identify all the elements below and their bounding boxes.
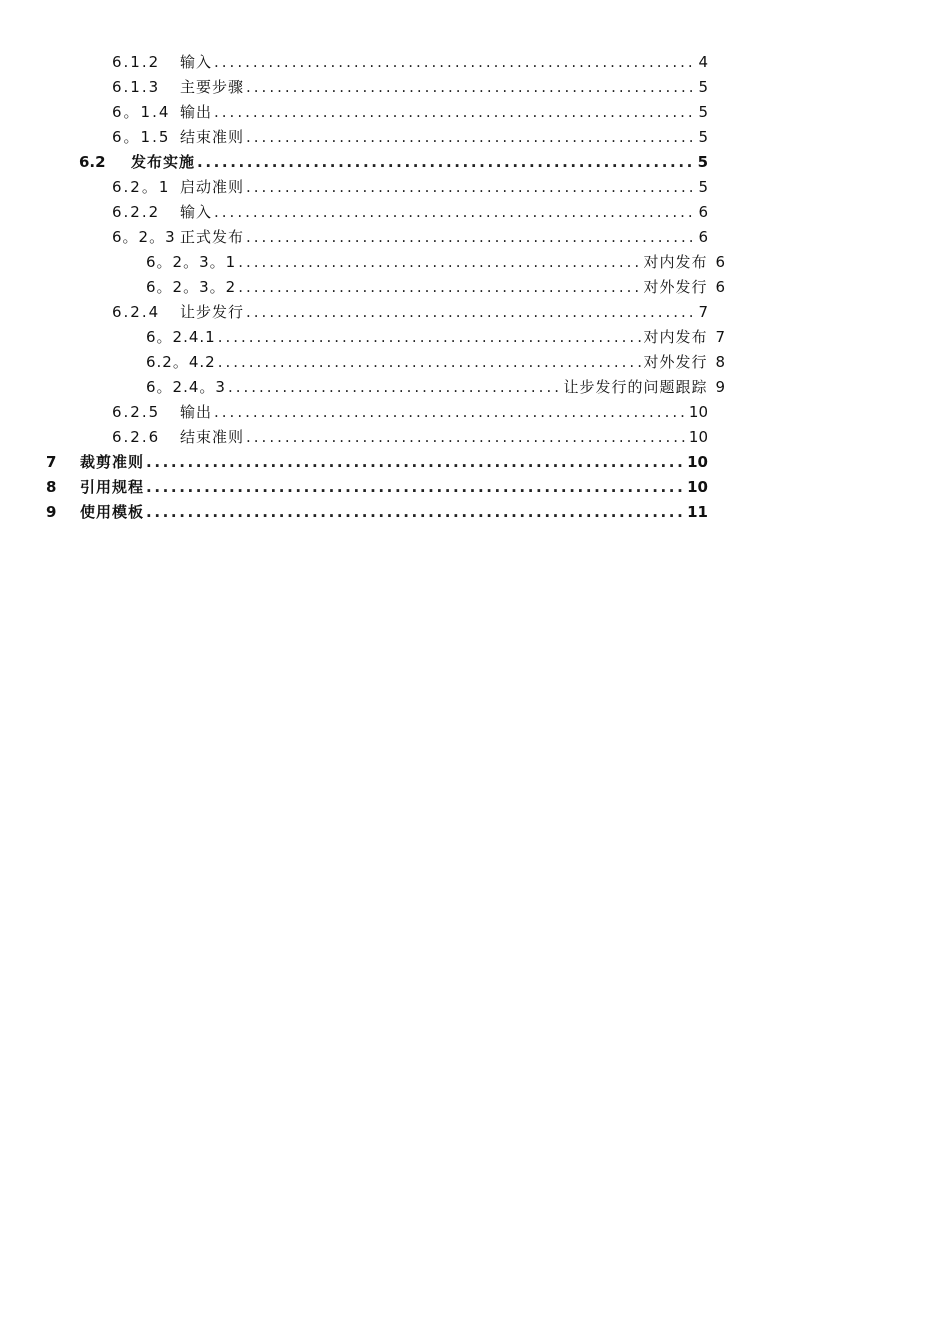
- toc-entry-title: 让步发行的问题跟踪: [563, 378, 708, 396]
- dot-leader: [214, 101, 696, 123]
- toc-entry-page: 11: [687, 503, 708, 521]
- toc-entry-title: 对外发行: [643, 353, 708, 371]
- toc-entry-number: 6。2。3: [112, 228, 176, 246]
- toc-entry-number: 6。2。3。1: [146, 253, 237, 271]
- toc-entry-number: 6。2.4.1: [146, 328, 216, 346]
- toc-entry-page: 5: [697, 153, 708, 171]
- toc-entry-6-1-2[interactable]: [112, 51, 708, 73]
- toc-entry-6-2-4-3[interactable]: [146, 376, 725, 398]
- toc-entry-number: 6.2.2: [112, 203, 161, 221]
- toc-entry-title: 对外发行: [643, 278, 708, 296]
- toc-entry-title: 主要步骤: [180, 78, 245, 96]
- toc-entry-title: 对内发布: [643, 253, 708, 271]
- dot-leader: [214, 51, 696, 73]
- toc-entry-6-2-6[interactable]: [112, 426, 708, 448]
- toc-entry-page: 4: [698, 53, 708, 71]
- toc-entry-number: 6.2.4: [112, 303, 161, 321]
- toc-entry-page: 10: [687, 478, 708, 496]
- toc-entry-6-1-3[interactable]: [112, 76, 708, 98]
- dot-leader: [214, 201, 696, 223]
- toc-entry-8[interactable]: [46, 476, 708, 498]
- toc-entry-title: 让步发行: [180, 303, 245, 321]
- toc-entry-number: 6.2.6: [112, 428, 161, 446]
- toc-entry-page: 6: [698, 228, 708, 246]
- toc-entry-number: 6.2。1: [112, 178, 171, 196]
- toc-entry-number: 6.1.3: [112, 78, 161, 96]
- dot-leader: [246, 426, 687, 448]
- toc-entry-page: 10: [687, 453, 708, 471]
- toc-entry-page: 5: [698, 78, 708, 96]
- dot-leader: [228, 376, 561, 398]
- toc-entry-6-2-3[interactable]: [112, 226, 708, 248]
- toc-entry-page: 7: [715, 328, 725, 346]
- toc-entry-title: 结束准则: [180, 428, 245, 446]
- toc-entry-7[interactable]: [46, 451, 708, 473]
- toc-entry-6-2-3-2[interactable]: [146, 276, 725, 298]
- toc-entry-9[interactable]: [46, 501, 708, 523]
- dot-leader: [146, 501, 685, 523]
- toc-entry-number: 8: [46, 478, 57, 496]
- toc-entry-page: 9: [715, 378, 725, 396]
- toc-entry-6-2-4-1[interactable]: [146, 326, 725, 348]
- dot-leader: [238, 251, 641, 273]
- dot-leader: [246, 126, 696, 148]
- toc-entry-number: 6.2: [79, 153, 106, 171]
- toc-entry-6-2-4[interactable]: [112, 301, 708, 323]
- toc-entry-number: 7: [46, 453, 57, 471]
- toc-entry-title: 启动准则: [180, 178, 245, 196]
- toc-entry-6-2[interactable]: [79, 151, 708, 173]
- toc-entry-number: 6。1.5: [112, 128, 171, 146]
- dot-leader: [146, 451, 685, 473]
- toc-entry-title: 输入: [180, 203, 213, 221]
- toc-entry-title: 正式发布: [180, 228, 245, 246]
- toc-entry-title: 输入: [180, 53, 213, 71]
- toc-entry-6-2-1[interactable]: [112, 176, 708, 198]
- dot-leader: [246, 226, 696, 248]
- toc-entry-6-2-3-1[interactable]: [146, 251, 725, 273]
- dot-leader: [218, 326, 642, 348]
- toc-entry-number: 6。2.4。3: [146, 378, 226, 396]
- dot-leader: [238, 276, 641, 298]
- dot-leader: [246, 76, 696, 98]
- toc-entry-page: 8: [715, 353, 725, 371]
- toc-entry-page: 6: [715, 253, 725, 271]
- toc-entry-title: 引用规程: [80, 478, 145, 496]
- toc-entry-page: 6: [715, 278, 725, 296]
- toc-entry-number: 6。2。3。2: [146, 278, 237, 296]
- toc-entry-page: 5: [698, 178, 708, 196]
- toc-entry-number: 6.2。4.2: [146, 353, 216, 371]
- toc-entry-6-2-4-2[interactable]: [146, 351, 725, 373]
- toc-entry-title: 输出: [180, 103, 213, 121]
- toc-entry-title: 发布实施: [131, 153, 196, 171]
- toc-entry-6-2-5[interactable]: [112, 401, 708, 423]
- toc-entry-page: 10: [688, 403, 708, 421]
- toc-entry-number: 6.2.5: [112, 403, 161, 421]
- toc-entry-number: 6。1.4: [112, 103, 171, 121]
- dot-leader: [246, 301, 696, 323]
- toc-entry-number: 9: [46, 503, 57, 521]
- toc-entry-page: 6: [698, 203, 708, 221]
- toc-entry-page: 7: [698, 303, 708, 321]
- toc-entry-title: 裁剪准则: [80, 453, 145, 471]
- toc-entry-title: 使用模板: [80, 503, 145, 521]
- toc-entry-page: 10: [688, 428, 708, 446]
- toc-entry-title: 结束准则: [180, 128, 245, 146]
- dot-leader: [218, 351, 642, 373]
- dot-leader: [146, 476, 685, 498]
- toc-entry-title: 输出: [180, 403, 213, 421]
- toc-entry-6-1-4[interactable]: [112, 101, 708, 123]
- toc-entry-title: 对内发布: [643, 328, 708, 346]
- dot-leader: [246, 176, 696, 198]
- toc-entry-number: 6.1.2: [112, 53, 161, 71]
- toc-entry-6-1-5[interactable]: [112, 126, 708, 148]
- toc-entry-6-2-2[interactable]: [112, 201, 708, 223]
- toc-entry-page: 5: [698, 128, 708, 146]
- dot-leader: [197, 151, 696, 173]
- dot-leader: [214, 401, 687, 423]
- toc-entry-page: 5: [698, 103, 708, 121]
